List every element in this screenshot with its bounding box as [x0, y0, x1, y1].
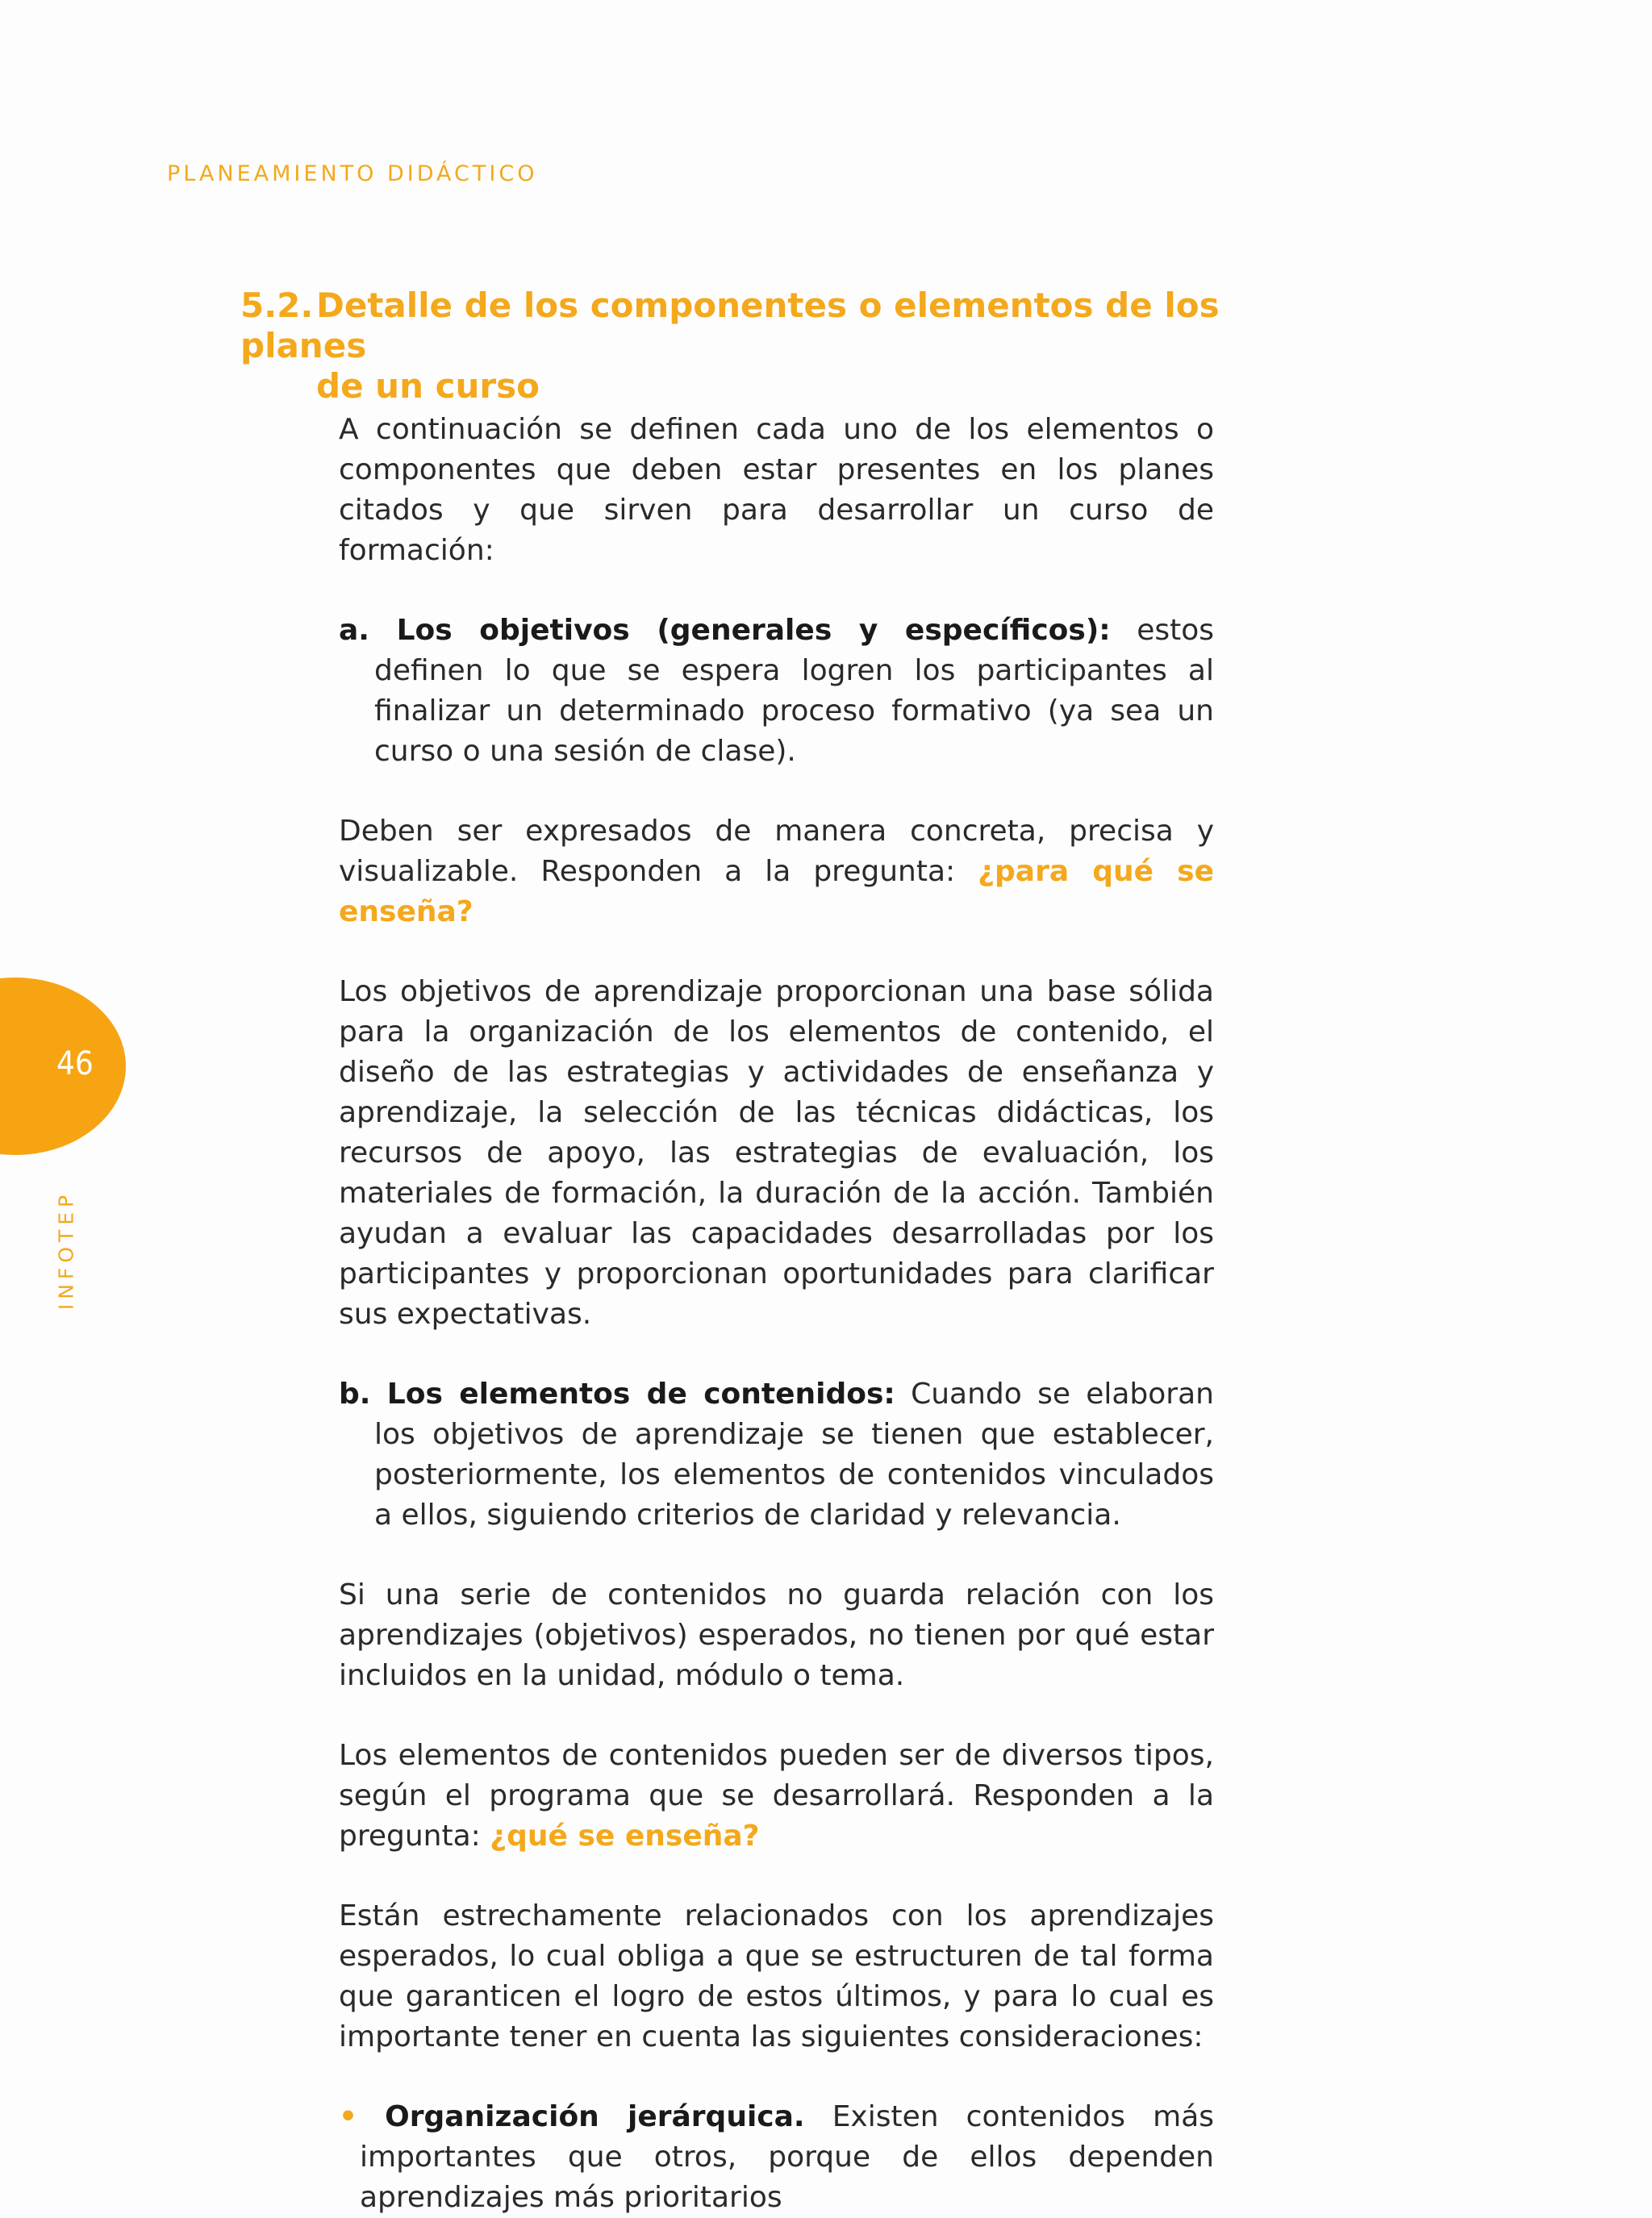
section-title-line2: de un curso — [316, 366, 540, 406]
key-question: ¿para qué se enseña? — [339, 855, 1215, 928]
list-item-label: a. Los objetivos (generales y específicos): — [339, 614, 1111, 647]
list-item-label: b. Los elementos de contenidos: — [339, 1378, 895, 1411]
paragraph: Si una serie de contenidos no guarda relación con los aprendizajes (objetivos) esperados, no tienen por qué estar incluidos en la unidad, módulo o tema. — [339, 1578, 1214, 1692]
paragraph — [339, 811, 1214, 932]
section-number: 5.2. — [240, 286, 314, 325]
list-item-text: estos definen lo que se espera logren los participantes al finalizar un determinado proceso formativo (ya sea un curso o una sesión de clase). — [374, 614, 1214, 768]
section-title — [240, 286, 1249, 406]
side-label: INFOTEP — [54, 1190, 78, 1311]
paragraph — [339, 1736, 1214, 1857]
paragraph: Los objetivos de aprendizaje proporcionan una base sólida para la organización de los elementos de contenido, el diseño de las estrategias y actividades de enseñanza y aprendizaje, la selección de las técnicas didácticas, los recursos de apoyo, las estrategias de evaluación, los materiales de formación, la duración de la acción. También ayudan a evaluar las capacidades desarrolladas por los participantes y proporcionan oportunidades para clarificar sus expectativas. — [339, 975, 1214, 1331]
running-header: PLANEAMIENTO DIDÁCTICO — [167, 161, 538, 186]
paragraph-text: Deben ser expresados de manera concreta, precisa y visualizable. Responden a la pregunta: — [339, 815, 1214, 888]
section-title-line1: Detalle de los componentes o elementos de los planes — [240, 286, 1220, 365]
bullet-text: Existen contenidos más importantes que otros, porque de ellos dependen aprendizajes más prioritarios — [360, 2100, 1215, 2214]
bullet-item — [339, 2097, 1214, 2218]
key-question: ¿qué se enseña? — [490, 1820, 760, 1853]
list-item-text: Cuando se elaboran los objetivos de aprendizaje se tienen que establecer, posteriormente, los elementos de contenidos vinculados a ellos, siguiendo criterios de claridad y relevancia. — [374, 1378, 1214, 1532]
intro-paragraph: A continuación se definen cada uno de los elementos o componentes que deben estar presentes en los planes citados y que sirven para desarrollar un curso de formación: — [339, 413, 1214, 567]
body-text — [339, 410, 1214, 2218]
paragraph-text: Los elementos de contenidos pueden ser de diversos tipos, según el programa que se desarrollará. Responden a la pregunta: — [339, 1739, 1214, 1853]
list-item-contenidos — [339, 1374, 1214, 1536]
paragraph: Están estrechamente relacionados con los aprendizajes esperados, lo cual obliga a que se estructuren de tal forma que garanticen el logro de estos últimos, y para lo cual es importante tener en cuenta las siguientes consideraciones: — [339, 1899, 1214, 2053]
bullet-label: Organización jerárquica. — [385, 2100, 805, 2133]
list-item-objetivos — [339, 611, 1214, 772]
bullet-icon: • — [339, 2100, 358, 2133]
page-number: 46 — [56, 1045, 94, 1082]
